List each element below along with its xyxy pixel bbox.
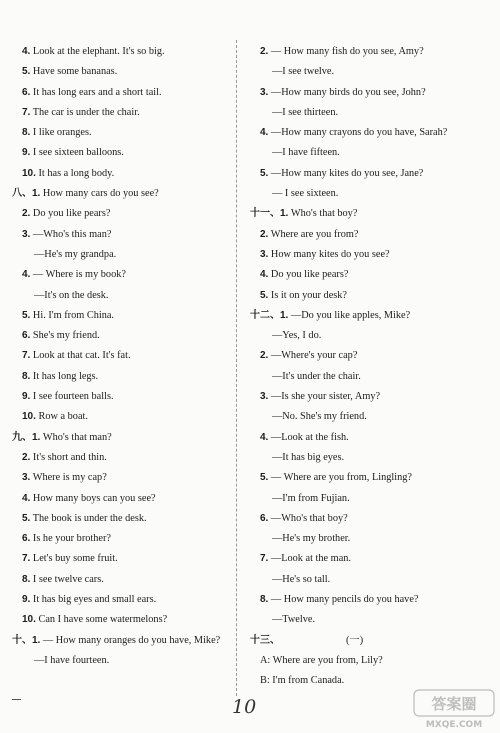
answer-text: Is he your brother? <box>30 533 111 545</box>
answer-line <box>250 42 490 62</box>
answer-line <box>12 489 230 509</box>
item-number: 7. <box>22 350 31 362</box>
section-marker: 十、 <box>12 634 32 646</box>
answer-line <box>12 306 230 326</box>
subsection-label: (一) <box>346 634 364 646</box>
answer-text: —Look at the fish. <box>268 431 349 443</box>
item-number: 9. <box>22 594 31 606</box>
answer-line <box>12 387 230 407</box>
answer-text: Hi. I'm from China. <box>30 309 114 321</box>
answer-line <box>250 489 490 509</box>
item-number: 8. <box>22 127 31 139</box>
answer-line <box>12 407 230 427</box>
item-number: 4. <box>22 269 31 281</box>
answer-line <box>250 286 490 306</box>
answer-text: It has big eyes and small ears. <box>30 594 157 606</box>
answer-line <box>250 549 490 569</box>
answer-line <box>12 346 230 366</box>
answer-line <box>250 164 490 184</box>
answer-text: — Where are you from, Lingling? <box>268 472 412 484</box>
corner-mark <box>12 699 21 700</box>
section-marker: 九、 <box>12 431 32 443</box>
item-number: 1. <box>32 431 41 443</box>
answer-text: Is it on your desk? <box>268 289 347 301</box>
answer-line <box>250 407 490 427</box>
answer-line <box>12 529 230 549</box>
item-number: 5. <box>260 472 269 484</box>
answer-line <box>250 570 490 590</box>
answer-line <box>250 245 490 265</box>
column-divider <box>236 40 237 696</box>
item-number: 5. <box>260 167 269 179</box>
item-number: 6. <box>22 86 31 98</box>
answer-text: — I see sixteen. <box>272 188 339 200</box>
answer-line <box>12 143 230 163</box>
answer-text: Who's that boy? <box>288 208 358 220</box>
answer-text: Do you like pears? <box>268 269 349 281</box>
section-marker: 十二、 <box>250 309 280 321</box>
answer-text: Who's that man? <box>40 431 112 443</box>
answer-line <box>250 509 490 529</box>
answer-text: — How many oranges do you have, Mike? <box>40 634 221 646</box>
item-number: 2. <box>22 451 31 463</box>
answer-line <box>250 651 490 671</box>
item-number: 6. <box>22 533 31 545</box>
answer-text: It has long ears and a short tail. <box>30 86 162 98</box>
answer-line <box>250 529 490 549</box>
answer-line <box>12 225 230 245</box>
answer-text: —Do you like apples, Mike? <box>288 309 411 321</box>
item-number: 7. <box>260 553 269 565</box>
answer-text: —How many birds do you see, John? <box>268 86 426 98</box>
answer-line <box>12 265 230 285</box>
answer-line <box>12 103 230 123</box>
answer-text: Where is my cap? <box>30 472 107 484</box>
answer-line <box>250 265 490 285</box>
answer-text: —It has big eyes. <box>272 451 345 463</box>
item-number: 2. <box>260 228 269 240</box>
answer-line <box>12 123 230 143</box>
answer-text: Have some bananas. <box>30 66 118 78</box>
item-number: 10. <box>22 614 36 626</box>
answer-line <box>250 610 490 630</box>
answer-text: —How many crayons do you have, Sarah? <box>268 127 448 139</box>
answer-line <box>12 610 230 630</box>
item-number: 5. <box>22 309 31 321</box>
answer-text: —No. She's my friend. <box>272 411 367 423</box>
item-number: 1. <box>32 188 41 200</box>
left-column <box>12 42 230 671</box>
answer-text: I see twelve cars. <box>30 573 104 585</box>
answer-text: —Who's this man? <box>30 228 112 240</box>
answer-text: —How many kites do you see, Jane? <box>268 167 424 179</box>
answer-line <box>250 387 490 407</box>
item-number: 9. <box>22 391 31 403</box>
section-marker: 十三、 <box>250 634 280 646</box>
answer-text: —Is she your sister, Amy? <box>268 391 381 403</box>
answer-line <box>12 326 230 346</box>
answer-line <box>12 509 230 529</box>
answer-line <box>250 326 490 346</box>
item-number: 3. <box>260 86 269 98</box>
answer-text: — How many pencils do you have? <box>268 594 419 606</box>
answer-line <box>250 184 490 204</box>
answer-text: —I'm from Fujian. <box>272 492 350 504</box>
answer-line <box>12 164 230 184</box>
answer-line <box>250 62 490 82</box>
item-number: 3. <box>22 228 31 240</box>
item-number: 2. <box>260 350 269 362</box>
answer-line <box>12 428 230 448</box>
answer-line <box>12 204 230 224</box>
item-number: 1. <box>32 634 41 646</box>
answer-text: Look at that cat. It's fat. <box>30 350 131 362</box>
answer-text: It has a long body. <box>35 167 115 179</box>
answer-line <box>12 631 230 651</box>
answer-line <box>12 468 230 488</box>
item-number: 4. <box>260 431 269 443</box>
answer-line <box>250 590 490 610</box>
answer-text: — Where is my book? <box>30 269 126 281</box>
item-number: 3. <box>22 472 31 484</box>
answer-text: It's short and thin. <box>30 451 107 463</box>
answer-line <box>12 62 230 82</box>
answer-line <box>12 651 230 671</box>
answer-line <box>250 367 490 387</box>
item-number: 4. <box>22 46 31 57</box>
svg-text:答案圈: 答案圈 <box>431 695 477 713</box>
answer-text: —Yes, I do. <box>272 330 322 342</box>
answer-text: She's my friend. <box>30 330 100 342</box>
item-number: 1. <box>280 208 289 220</box>
answer-line <box>250 103 490 123</box>
item-number: 8. <box>22 370 31 382</box>
handwritten-page-number: 10 <box>232 696 257 718</box>
section-marker: 八、 <box>12 188 32 200</box>
answer-line <box>12 549 230 569</box>
answer-text: —He's so tall. <box>272 573 331 585</box>
item-number: 4. <box>260 269 269 281</box>
answer-text: —Where's your cap? <box>268 350 358 362</box>
answer-line <box>12 590 230 610</box>
answer-line <box>12 367 230 387</box>
answer-text: —It's under the chair. <box>272 370 361 382</box>
answer-text: —I see twelve. <box>272 66 335 78</box>
answer-line <box>250 143 490 163</box>
item-number: 1. <box>280 309 289 321</box>
answer-text: Where are you from? <box>268 228 359 240</box>
answer-text: Look at the elephant. It's so big. <box>30 46 165 57</box>
answer-line <box>12 286 230 306</box>
answer-text: —He's my brother. <box>272 533 351 545</box>
answer-text: How many kites do you see? <box>268 248 390 260</box>
right-column <box>250 42 490 692</box>
answer-line <box>250 225 490 245</box>
item-number: 4. <box>22 492 31 504</box>
watermark-logo <box>412 688 496 730</box>
answer-text: —He's my grandpa. <box>34 248 117 260</box>
answer-text: Can I have some watermelons? <box>35 614 168 626</box>
answer-line <box>250 448 490 468</box>
answer-line <box>12 83 230 103</box>
answer-text: How many cars do you see? <box>40 188 159 200</box>
answer-text: —I have fifteen. <box>272 147 340 159</box>
item-number: 2. <box>22 208 31 220</box>
answer-text: Do you like pears? <box>30 208 111 220</box>
item-number: 10. <box>22 167 36 179</box>
answer-text: —Twelve. <box>272 614 316 626</box>
item-number: 3. <box>260 248 269 260</box>
answer-line <box>12 184 230 204</box>
answer-line <box>250 83 490 103</box>
answer-text: B: I'm from Canada. <box>260 675 345 687</box>
answer-text: Row a boat. <box>35 411 88 423</box>
item-number: 5. <box>22 66 31 78</box>
item-number: 6. <box>22 330 31 342</box>
item-number: 5. <box>22 512 31 524</box>
item-number: 10. <box>22 411 36 423</box>
answer-line <box>12 448 230 468</box>
item-number: 6. <box>260 512 269 524</box>
item-number: 4. <box>260 127 269 139</box>
answer-text: A: Where are you from, Lily? <box>260 654 383 666</box>
item-number: 7. <box>22 553 31 565</box>
answer-text: The car is under the chair. <box>30 106 140 118</box>
answer-text: —I have fourteen. <box>34 654 110 666</box>
answer-text: —It's on the desk. <box>34 289 109 301</box>
answer-line <box>250 306 490 326</box>
answer-text: It has long legs. <box>30 370 99 382</box>
answer-line <box>12 42 230 62</box>
answer-line <box>12 570 230 590</box>
answer-line <box>250 346 490 366</box>
answer-text: The book is under the desk. <box>30 512 147 524</box>
answer-text: —Look at the man. <box>268 553 351 565</box>
item-number: 7. <box>22 106 31 118</box>
answer-text: I like oranges. <box>30 127 92 139</box>
answer-line <box>250 204 490 224</box>
answer-line <box>250 428 490 448</box>
svg-text:MXQE.COM: MXQE.COM <box>425 720 483 730</box>
answer-line <box>250 468 490 488</box>
item-number: 8. <box>22 573 31 585</box>
section-marker: 十一、 <box>250 208 280 220</box>
item-number: 5. <box>260 289 269 301</box>
answer-text: I see fourteen balls. <box>30 391 114 403</box>
answer-line <box>250 631 490 651</box>
answer-text: How many boys can you see? <box>30 492 156 504</box>
answer-text: —Who's that boy? <box>268 512 348 524</box>
item-number: 3. <box>260 391 269 403</box>
answer-text: — How many fish do you see, Amy? <box>268 46 424 57</box>
answer-text: I see sixteen balloons. <box>30 147 124 159</box>
item-number: 9. <box>22 147 31 159</box>
answer-line <box>250 123 490 143</box>
item-number: 8. <box>260 594 269 606</box>
answer-line <box>12 245 230 265</box>
answer-text: —I see thirteen. <box>272 106 339 118</box>
answer-text: Let's buy some fruit. <box>30 553 118 565</box>
item-number: 2. <box>260 46 269 57</box>
